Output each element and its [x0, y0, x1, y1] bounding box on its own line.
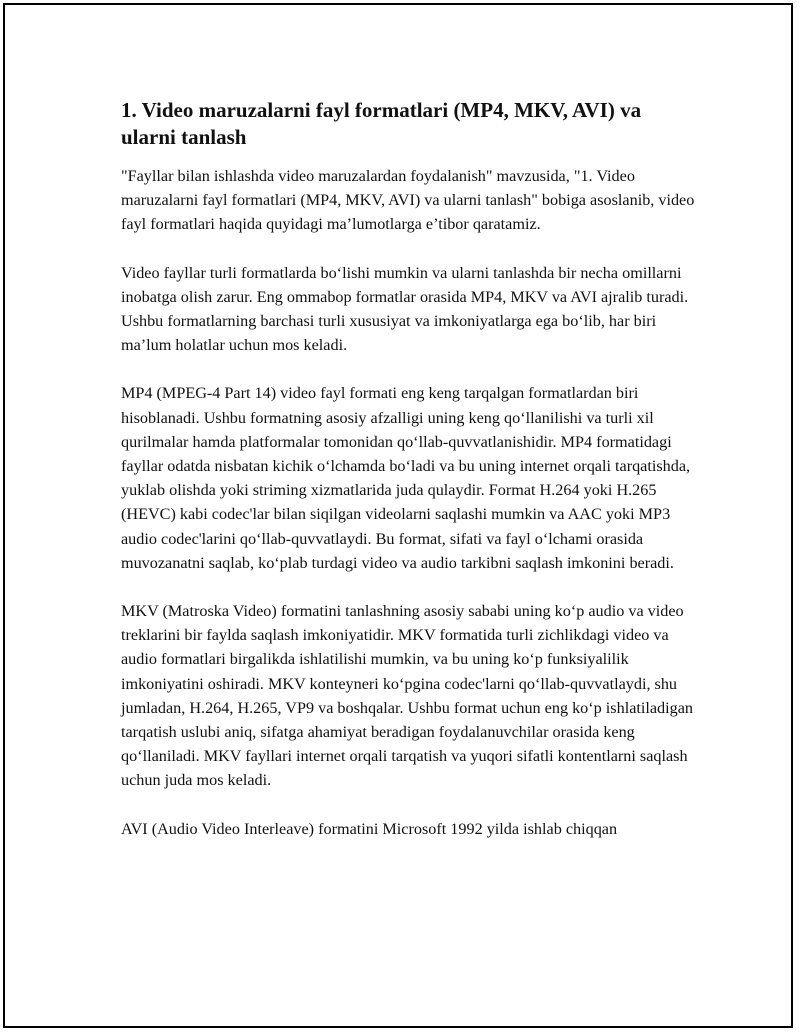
paragraph-mkv: MKV (Matroska Video) formatini tanlashning asosiy sababi uning koʻp audio va video treklarini bir faylda saqlash imkoniyatidir. MKV formatida turli zichlikdagi video va audio formatlari birgalikda ishlatilishi mumkin, va bu uning koʻp funksiyalilik imkoniyatini oshiradi. MKV konteyneri koʻpgina codec'larni qoʻllab-quvvatlaydi, shu jumladan, H.264, H.265, VP9 va boshqalar. Ushbu format uchun eng koʻp ishlatiladigan tarqatish uslubi aniq, sifatga ahamiyat beradigan foydalanuvchilar orasida keng qoʻllaniladi. MKV fayllari internet orqali tarqatish va yuqori sifatli kontentlarni saqlash uchun juda mos keladi.	[121, 602, 694, 790]
document-page	[3, 3, 793, 1028]
paragraph-intro: "Fayllar bilan ishlashda video maruzalardan foydalanish" mavzusida, "1. Video maruzalarni fayl formatlari (MP4, MKV, AVI) va ularni tanlash" bobiga asoslanib, video fayl formatlari haqida quyidagi ma’lumotlarga e’tibor qaratamiz.	[121, 167, 695, 234]
section-heading: 1. Video maruzalarni fayl formatlari (MP4, MKV, AVI) va ularni tanlash	[121, 98, 642, 149]
paragraph-overview: Video fayllar turli formatlarda boʻlishi mumkin va ularni tanlashda bir necha omillarni inobatga olish zarur. Eng ommabop formatlar orasida MP4, MKV va AVI ajralib turadi. Ushbu formatlarning barchasi turli xususiyat va imkoniyatlarga ega boʻlib, har biri ma’lum holatlar uchun mos keladi.	[121, 263, 689, 355]
document-content	[121, 97, 696, 865]
paragraph-mp4: MP4 (MPEG-4 Part 14) video fayl formati eng keng tarqalgan formatlardan biri hisoblanadi. Ushbu formatning asosiy afzalligi uning keng qoʻllanilishi va turli xil qurilmalar hamda platformalar tomonidan qoʻllab-quvvatlanishidir. MP4 formatidagi fayllar odatda nisbatan kichik oʻlchamda boʻladi va bu uning internet orqali tarqatishda, yuklab olishda yoki striming xizmatlarida juda qulaydir. Format H.264 yoki H.265 (HEVC) kabi codec'lar bilan siqilgan videolarni saqlashi mumkin va AAC yoki MP3 audio codec'larini qoʻllab-quvvatlaydi. Bu format, sifati va fayl oʻlchami orasida muvozanatni saqlab, koʻplab turdagi video va audio tarkibni saqlash imkonini beradi.	[121, 384, 691, 572]
paragraph-avi: AVI (Audio Video Interleave) formatini Microsoft 1992 yilda ishlab chiqqan	[121, 819, 618, 838]
